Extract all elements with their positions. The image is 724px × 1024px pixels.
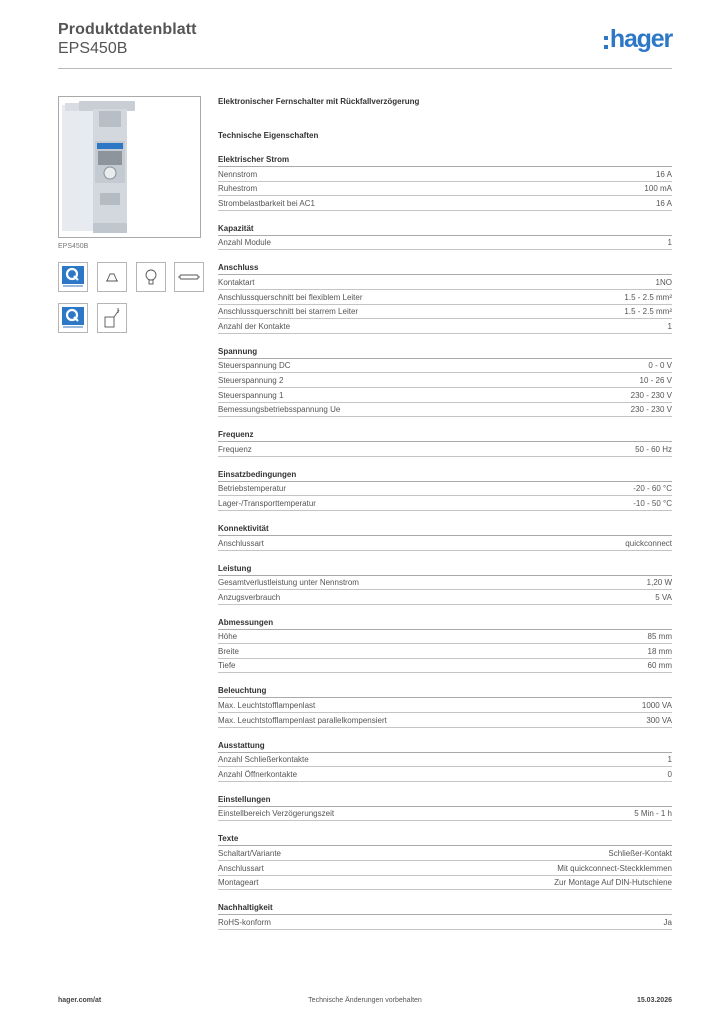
spec-row	[218, 767, 672, 782]
footer-website: hager.com/at	[58, 997, 102, 1004]
section-title: Konnektivität	[218, 523, 672, 536]
spec-label: Schaltart/Variante	[218, 849, 281, 859]
spec-value: 1NO	[655, 277, 672, 287]
spec-value: 85 mm	[647, 632, 672, 642]
spec-row	[218, 713, 672, 728]
spec-row	[218, 275, 672, 290]
section-title: Beleuchtung	[218, 685, 672, 698]
spec-value: 230 - 230 V	[630, 405, 672, 415]
spec-row	[218, 590, 672, 605]
spec-row	[218, 659, 672, 674]
time-delay-icon	[97, 262, 127, 292]
section-title: Ausstattung	[218, 740, 672, 753]
spec-row	[218, 319, 672, 334]
section-title: Abmessungen	[218, 617, 672, 630]
spec-value: 18 mm	[647, 646, 672, 656]
spec-row	[218, 698, 672, 713]
spec-value: quickconnect	[625, 538, 672, 548]
spec-label: Höhe	[218, 632, 238, 642]
spec-row	[218, 236, 672, 251]
device-illustration	[59, 97, 201, 238]
spec-label: Lager-/Transporttemperatur	[218, 498, 316, 508]
spec-label: Einstellbereich Verzögerungszeit	[218, 809, 335, 819]
product-description: Elektronischer Fernschalter mit Rückfallverzögerung	[218, 97, 420, 106]
spec-label: Nennstrom	[218, 169, 258, 179]
spec-row	[218, 442, 672, 457]
spec-row	[218, 644, 672, 659]
spec-value: 16 A	[655, 198, 672, 208]
spec-value: 300 VA	[646, 715, 672, 725]
pushbutton-contact-icon	[97, 303, 127, 333]
spec-row	[218, 482, 672, 497]
spec-value: -10 - 50 °C	[633, 498, 672, 508]
product-image	[58, 96, 201, 238]
bulb-icon	[136, 262, 166, 292]
spec-value: 16 A	[655, 169, 672, 179]
spec-label: Anschlussart	[218, 538, 264, 548]
spec-value: 5 Min - 1 h	[634, 809, 672, 819]
section-title: Einsatzbedingungen	[218, 469, 672, 482]
spec-row	[218, 305, 672, 320]
section-title: Kapazität	[218, 223, 672, 236]
spec-label: Strombelastbarkeit bei AC1	[218, 198, 315, 208]
spec-section	[218, 685, 672, 727]
spec-section	[218, 154, 672, 211]
section-title: Spannung	[218, 346, 672, 359]
logo-text: hager	[609, 25, 672, 53]
spec-label: RoHS-konform	[218, 917, 271, 927]
spec-value: 1	[667, 238, 672, 248]
spec-section	[218, 563, 672, 605]
spec-row	[218, 373, 672, 388]
spec-section	[218, 429, 672, 457]
spec-label: Anzugsverbrauch	[218, 592, 281, 602]
spec-row	[218, 388, 672, 403]
spec-label: Max. Leuchtstofflampenlast parallelkompensiert	[218, 715, 387, 725]
spec-value: 100 mA	[644, 184, 672, 194]
spec-value: Ja	[663, 917, 672, 927]
spec-label: Frequenz	[218, 444, 252, 454]
spec-value: 5 VA	[655, 592, 672, 602]
spec-value: 60 mm	[647, 661, 672, 671]
spec-label: Steuerspannung 1	[218, 390, 284, 400]
spec-label: Tiefe	[218, 661, 236, 671]
spec-row	[218, 876, 672, 891]
spec-value: Zur Montage Auf DIN-Hutschiene	[554, 878, 672, 888]
spec-label: Steuerspannung DC	[218, 361, 291, 371]
section-title: Texte	[218, 833, 672, 846]
spec-row	[218, 846, 672, 861]
spec-section	[218, 469, 672, 511]
spec-label: Anzahl Module	[218, 238, 271, 248]
spec-label: Max. Leuchtstofflampenlast	[218, 701, 316, 711]
document-title: Produktdatenblatt	[58, 21, 197, 38]
spec-row	[218, 359, 672, 374]
spec-section	[218, 617, 672, 674]
spec-value: -20 - 60 °C	[633, 484, 672, 494]
spec-sections	[218, 154, 672, 930]
spec-row	[218, 167, 672, 182]
product-model: EPS450B	[58, 40, 128, 57]
header-divider	[58, 68, 672, 69]
spec-row	[218, 536, 672, 551]
spec-label: Anzahl Schließerkontakte	[218, 755, 309, 765]
footer-disclaimer: Technische Änderungen vorbehalten	[308, 997, 422, 1004]
spec-label: Anzahl Öffnerkontakte	[218, 769, 298, 779]
spec-label: Bemessungsbetriebsspannung Ue	[218, 405, 341, 415]
section-title: Frequenz	[218, 429, 672, 442]
section-title: Einstellungen	[218, 794, 672, 807]
spec-section	[218, 262, 672, 333]
spec-row	[218, 630, 672, 645]
spec-label: Anschlussart	[218, 863, 264, 873]
spec-label: Anschlussquerschnitt bei flexiblem Leiter	[218, 292, 363, 302]
quickconnect-icon	[58, 303, 88, 333]
spec-label: Gesamtverlustleistung unter Nennstrom	[218, 578, 359, 588]
spec-row	[218, 807, 672, 822]
section-title: Elektrischer Strom	[218, 154, 672, 167]
spec-section	[218, 523, 672, 551]
spec-row	[218, 403, 672, 418]
spec-value: 10 - 26 V	[639, 375, 672, 385]
logo-dots	[604, 36, 608, 49]
spec-section	[218, 740, 672, 782]
spec-section	[218, 223, 672, 251]
spec-content	[218, 96, 672, 930]
spec-value: 1.5 - 2.5 mm²	[624, 307, 672, 317]
spec-value: 0 - 0 V	[648, 361, 672, 371]
spec-label: Steuerspannung 2	[218, 375, 284, 385]
spec-row	[218, 576, 672, 591]
spec-label: Montageart	[218, 878, 259, 888]
quickconnect-icon	[58, 262, 88, 292]
spec-value: 50 - 60 Hz	[635, 444, 672, 454]
spec-label: Breite	[218, 646, 239, 656]
tech-properties-heading: Technische Eigenschaften	[218, 131, 319, 140]
spec-section	[218, 346, 672, 417]
spec-row	[218, 753, 672, 768]
spec-row	[218, 496, 672, 511]
image-caption: EPS450B	[58, 243, 89, 250]
spec-row	[218, 861, 672, 876]
spec-section	[218, 794, 672, 822]
section-title: Leistung	[218, 563, 672, 576]
spec-row	[218, 182, 672, 197]
spec-row	[218, 196, 672, 211]
spec-label: Betriebstemperatur	[218, 484, 287, 494]
section-title: Anschluss	[218, 262, 672, 275]
page-header	[58, 20, 672, 70]
spec-label: Anschlussquerschnitt bei starrem Leiter	[218, 307, 359, 317]
spec-value: 0	[667, 769, 672, 779]
spec-row	[218, 290, 672, 305]
fluorescent-lamp-icon	[174, 262, 204, 292]
spec-value: Mit quickconnect-Steckklemmen	[557, 863, 672, 873]
spec-value: 1	[667, 755, 672, 765]
footer-date: 15.03.2026	[636, 997, 672, 1004]
spec-value: 1.5 - 2.5 mm²	[624, 292, 672, 302]
spec-section	[218, 902, 672, 930]
spec-value: Schließer-Kontakt	[608, 849, 672, 859]
spec-row	[218, 915, 672, 930]
spec-value: 1000 VA	[641, 701, 672, 711]
spec-label: Anzahl der Kontakte	[218, 321, 291, 331]
section-title: Nachhaltigkeit	[218, 902, 672, 915]
spec-label: Ruhestrom	[218, 184, 258, 194]
spec-value: 230 - 230 V	[630, 390, 672, 400]
spec-section	[218, 833, 672, 890]
hager-logo	[604, 26, 672, 52]
spec-label: Kontaktart	[218, 277, 255, 287]
spec-value: 1,20 W	[646, 578, 672, 588]
spec-value: 1	[667, 321, 672, 331]
